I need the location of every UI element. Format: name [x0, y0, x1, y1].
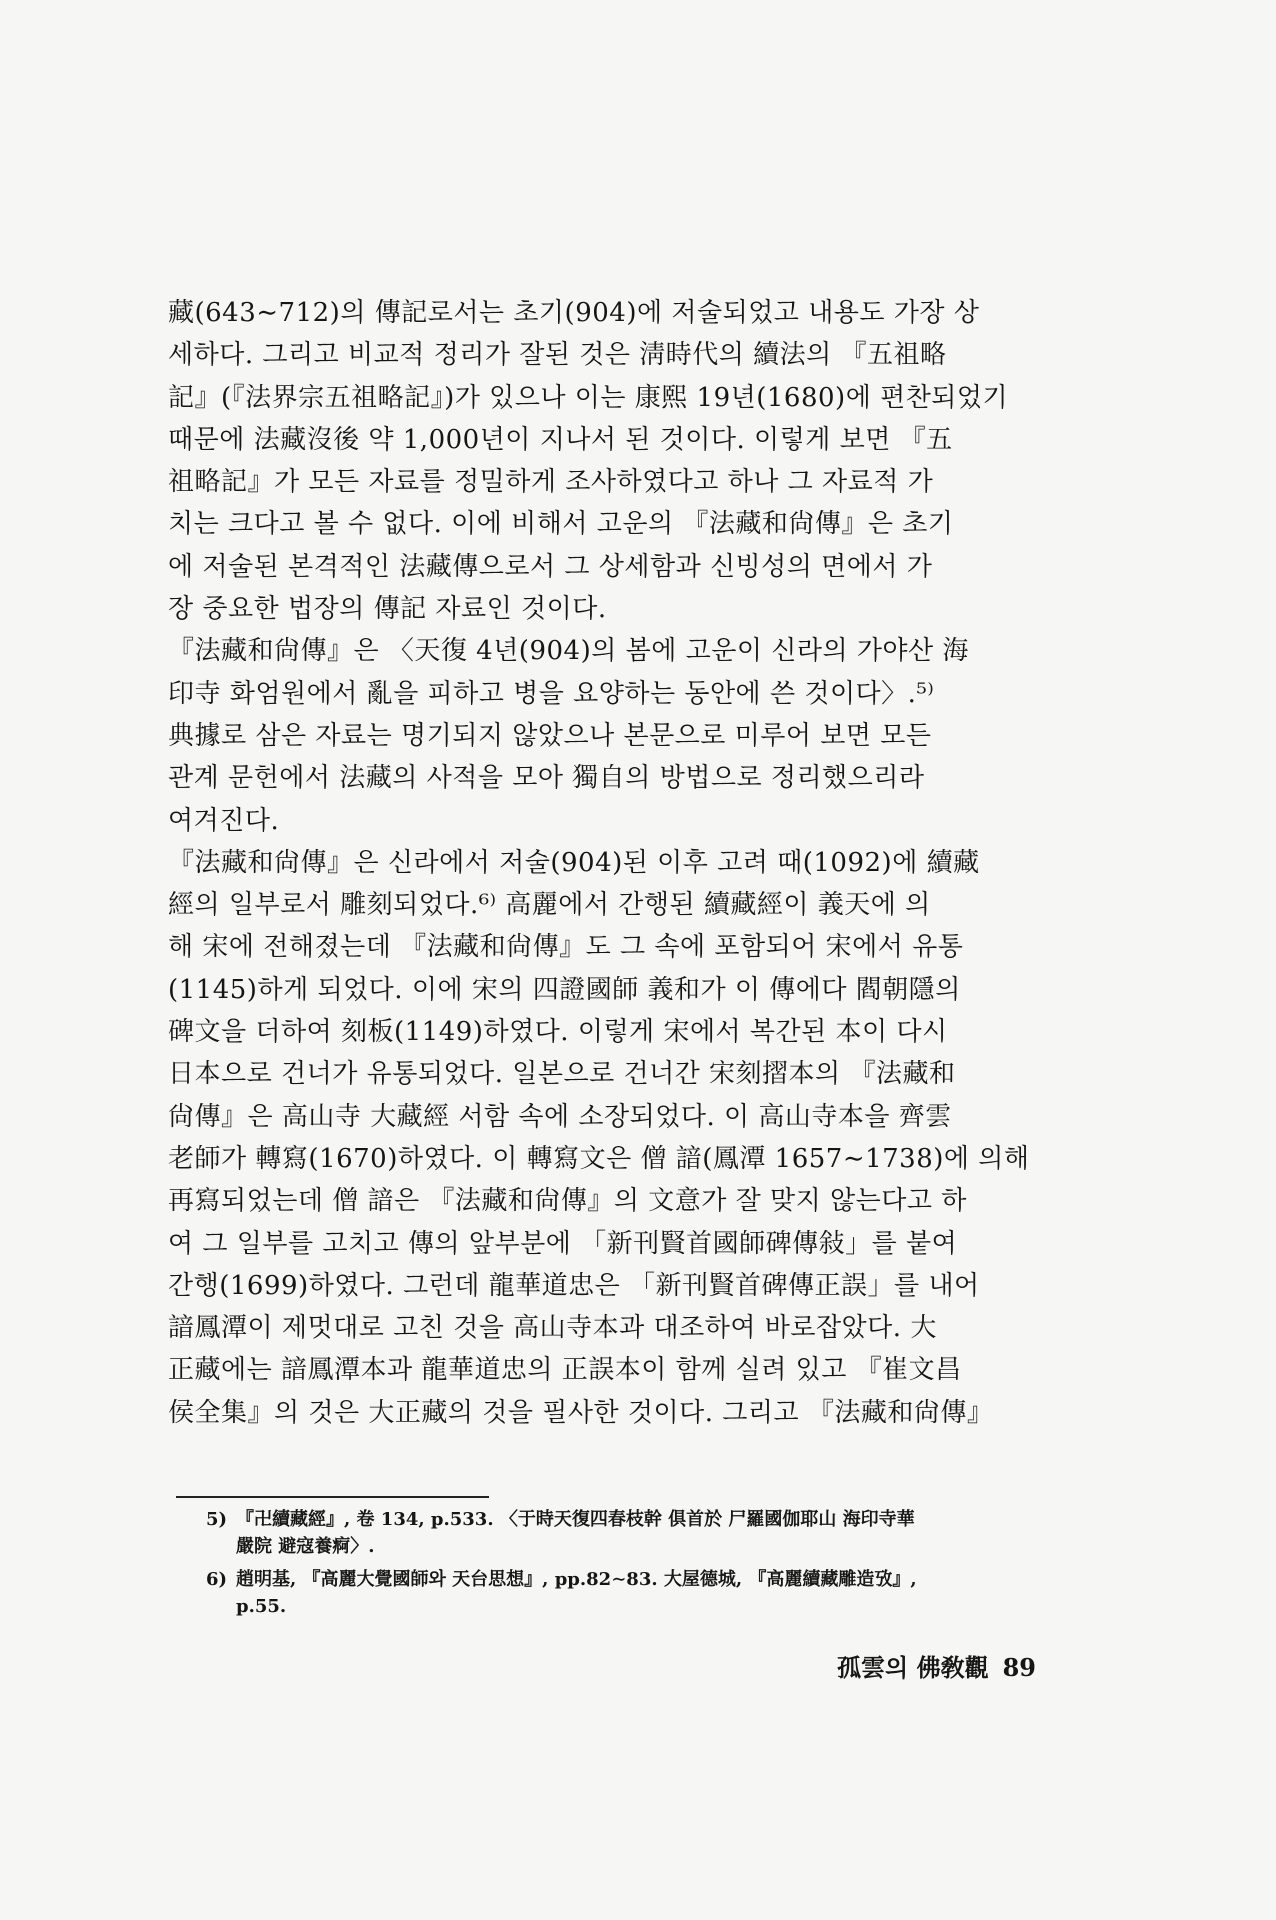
- text-line: 관계 문헌에서 法藏의 사적을 모아 獨自의 방법으로 정리했으리라: [168, 763, 925, 794]
- text-line: 세하다. 그리고 비교적 정리가 잘된 것은 淸時代의 續法의 『五祖略: [168, 340, 947, 371]
- footnote-6: [206, 1566, 1086, 1620]
- footnote-number: 5): [206, 1509, 228, 1530]
- footnotes: [206, 1506, 1086, 1626]
- footnote-line: 趙明基, 『高麗大覺國師와 天台思想』, pp.82∼83. 大屋德城, 『高麗續藏雕造攷』,: [236, 1569, 917, 1590]
- text-line: 日本으로 건너가 유통되었다. 일본으로 건너간 宋刻摺本의 『法藏和: [168, 1059, 956, 1090]
- paragraph-1: [168, 292, 1073, 630]
- paragraph-2: [168, 630, 1073, 841]
- text-line: 侯全集』의 것은 大正藏의 것을 필사한 것이다. 그리고 『法藏和尙傳』: [168, 1397, 994, 1428]
- text-line: 에 저술된 본격적인 法藏傳으로서 그 상세함과 신빙성의 면에서 가: [168, 551, 933, 582]
- footnote-body: [236, 1566, 1086, 1620]
- text-line: 『法藏和尙傳』은 〈天復 4년(904)의 봄에 고운이 신라의 가야산 海: [168, 636, 969, 667]
- footnote-number: 6): [206, 1569, 228, 1590]
- running-footer: [837, 1648, 1036, 1683]
- footnote-line: 『卍續藏經』, 卷 134, p.533. 〈于時天復四春枝幹 俱首於 尸羅國伽耶山 海印寺華: [236, 1509, 915, 1530]
- text-line: 때문에 法藏沒後 약 1,000년이 지나서 된 것이다. 이렇게 보면 『五: [168, 424, 953, 455]
- text-line: 經의 일부로서 雕刻되었다.⁶⁾ 高麗에서 간행된 續藏經이 義天에 의: [168, 890, 931, 921]
- text-line: 치는 크다고 볼 수 없다. 이에 비해서 고운의 『法藏和尙傳』은 초기: [168, 509, 954, 540]
- footnote-line: p.55.: [236, 1596, 287, 1617]
- text-line: 記』(『法界宗五祖略記』)가 있으나 이는 康熙 19년(1680)에 편찬되었기: [168, 382, 1009, 413]
- text-line: (1145)하게 되었다. 이에 宋의 四證國師 義和가 이 傳에다 閻朝隱의: [168, 974, 961, 1005]
- text-line: 典據로 삼은 자료는 명기되지 않았으나 본문으로 미루어 보면 모든: [168, 720, 932, 751]
- text-line: 老師가 轉寫(1670)하였다. 이 轉寫文은 僧 諳(鳳潭 1657∼1738)에 의해: [168, 1143, 1030, 1174]
- page-number: 89: [1002, 1653, 1036, 1682]
- text-line: 『法藏和尙傳』은 신라에서 저술(904)된 이후 고려 때(1092)에 續藏: [168, 847, 980, 878]
- text-line: 印寺 화엄원에서 亂을 피하고 병을 요양하는 동안에 쓴 것이다〉.⁵⁾: [168, 678, 935, 709]
- text-line: 장 중요한 법장의 傳記 자료인 것이다.: [168, 594, 607, 625]
- text-line: 正藏에는 諳鳳潭本과 龍華道忠의 正誤本이 함께 실려 있고 『崔文昌: [168, 1355, 962, 1386]
- running-footer-title: 孤雲의 佛敎觀: [837, 1653, 989, 1682]
- footnote-5: [206, 1506, 1086, 1560]
- text-line: 간행(1699)하였다. 그런데 龍華道忠은 「新刊賢首碑傳正誤」를 내어: [168, 1270, 980, 1301]
- footnote-line: 嚴院 避寇養痾〉.: [236, 1536, 375, 1557]
- text-line: 祖略記』가 모든 자료를 정밀하게 조사하였다고 하나 그 자료적 가: [168, 467, 934, 498]
- paragraph-3: [168, 842, 1073, 1434]
- footnote-body: [236, 1506, 1086, 1560]
- text-line: 尙傳』은 高山寺 大藏經 서함 속에 소장되었다. 이 高山寺本을 齊雲: [168, 1101, 952, 1132]
- text-line: 藏(643∼712)의 傳記로서는 초기(904)에 저술되었고 내용도 가장 상: [168, 298, 980, 328]
- text-line: 碑文을 더하여 刻板(1149)하였다. 이렇게 宋에서 복간된 本이 다시: [168, 1017, 948, 1048]
- text-line: 여 그 일부를 고치고 傳의 앞부분에 「新刊賢首國師碑傳敍」를 붙여: [168, 1228, 958, 1259]
- text-line: 再寫되었는데 僧 諳은 『法藏和尙傳』의 文意가 잘 맞지 않는다고 하: [168, 1186, 967, 1217]
- text-line: 여겨진다.: [168, 805, 280, 836]
- text-line: 해 宋에 전해졌는데 『法藏和尙傳』도 그 속에 포함되어 宋에서 유통: [168, 932, 964, 963]
- main-text: [168, 292, 1073, 1434]
- footnote-divider: [176, 1496, 489, 1498]
- text-line: 諳鳳潭이 제멋대로 고친 것을 高山寺本과 대조하여 바로잡았다. 大: [168, 1313, 937, 1344]
